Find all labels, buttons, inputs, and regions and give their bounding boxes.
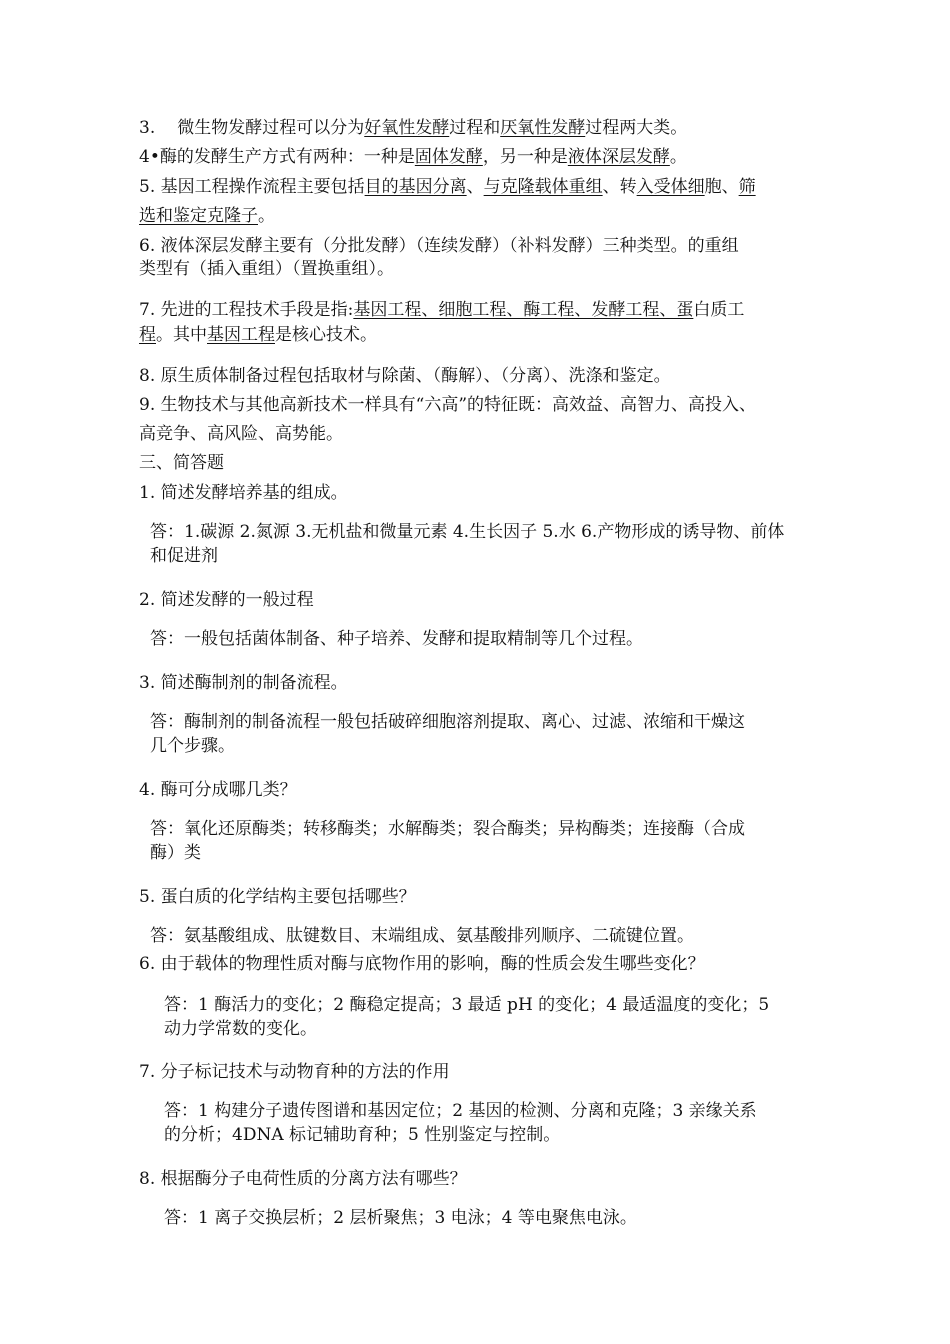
- answer-blank: 入受体细: [636, 177, 705, 197]
- qa-question-4: 4. 酶可分成哪几类？: [139, 780, 297, 800]
- qa-answer-6-line1: 答：1 酶活力的变化；2 酶稳定提高；3 最适 pH 的变化；4 最适温度的变化；5: [164, 995, 770, 1015]
- text: 5. 基因工程操作流程主要包括: [139, 177, 365, 197]
- fill-item-3: [139, 117, 687, 139]
- answer-blank: 目的基因分离: [364, 177, 467, 197]
- qa-question-8: 8. 根据酶分子电荷性质的分离方法有哪些？: [139, 1169, 467, 1189]
- qa-question-7: 7. 分子标记技术与动物育种的方法的作用: [139, 1062, 450, 1082]
- qa-answer-1-line2: 和促进剂: [150, 546, 218, 566]
- fill-item-9-line2: 高竞争、高风险、高势能。: [139, 424, 343, 444]
- text: 过程两大类。: [585, 118, 688, 138]
- answer-blank: 厌氧性发酵: [500, 118, 586, 138]
- text: 。: [258, 206, 275, 226]
- text: 。: [669, 147, 687, 167]
- qa-question-2: 2. 简述发酵的一般过程: [139, 590, 314, 610]
- text: 7. 先进的工程技术手段是指:: [139, 300, 354, 320]
- answer-blank: 程: [139, 325, 156, 345]
- text: 过程和: [449, 118, 501, 138]
- answer-blank: 与克隆载体重组: [483, 177, 603, 197]
- fill-item-4: [139, 146, 687, 168]
- fill-item-9-line1: 9. 生物技术与其他高新技术一样具有“六高”的特征既：高效益、高智力、高投入、: [139, 395, 757, 415]
- text: 、: [466, 177, 484, 197]
- answer-blank: 液体深层发酵: [567, 147, 670, 167]
- qa-answer-5: 答：氨基酸组成、肽键数目、末端组成、氨基酸排列顺序、二硫键位置。: [150, 926, 694, 946]
- qa-answer-3-line1: 答：酶制剂的制备流程一般包括破碎细胞溶剂提取、离心、过滤、浓缩和干燥这: [150, 712, 745, 732]
- text: 胞、: [704, 177, 739, 197]
- qa-question-1: 1. 简述发酵培养基的组成。: [139, 483, 348, 503]
- qa-answer-8: 答：1 离子交换层析；2 层析聚焦；3 电泳；4 等电聚焦电泳。: [164, 1208, 637, 1228]
- qa-answer-4-line1: 答：氧化还原酶类；转移酶类；水解酶类；裂合酶类；异构酶类；连接酶（合成: [150, 819, 745, 839]
- section-heading: 三、简答题: [139, 453, 224, 473]
- qa-answer-2: 答：一般包括菌体制备、种子培养、发酵和提取精制等几个过程。: [150, 629, 643, 649]
- text: 4•酶的发酵生产方式有两种：一种是: [139, 147, 415, 167]
- text: 、转: [602, 177, 637, 197]
- answer-blank: 筛: [738, 177, 756, 197]
- answer-blank: 选和鉴定克隆子: [139, 206, 258, 226]
- fill-item-7-line1: [139, 299, 744, 321]
- qa-answer-7-line1: 答：1 构建分子遗传图谱和基因定位；2 基因的检测、分离和克隆；3 亲缘关系: [164, 1101, 757, 1121]
- fill-item-5-line1: [139, 176, 756, 198]
- qa-answer-3-line2: 几个步骤。: [150, 736, 235, 756]
- qa-answer-7-line2: 的分析；4DNA 标记辅助育种；5 性别鉴定与控制。: [164, 1125, 561, 1145]
- qa-question-3: 3. 简述酶制剂的制备流程。: [139, 673, 348, 693]
- text: 微生物发酵过程可以分为: [177, 118, 365, 138]
- fill-item-5-line2: [139, 205, 275, 227]
- fill-item-7-line2: [139, 324, 377, 346]
- item-number: 3.: [139, 118, 156, 138]
- qa-answer-4-line2: 酶）类: [150, 843, 201, 863]
- text: 是核心技术。: [275, 325, 377, 345]
- answer-blank: 好氧性发酵: [364, 118, 450, 138]
- text: ，另一种是: [482, 147, 568, 167]
- fill-item-6-line1: 6. 液体深层发酵主要有（分批发酵）（连续发酵）（补料发酵）三种类型。的重组: [139, 236, 739, 256]
- text: 白质工: [693, 300, 745, 320]
- qa-answer-6-line2: 动力学常数的变化。: [164, 1019, 317, 1039]
- answer-blank: 固体发酵: [414, 147, 483, 167]
- qa-question-6: 6. 由于载体的物理性质对酶与底物作用的影响，酶的性质会发生哪些变化？: [139, 954, 705, 974]
- qa-question-5: 5. 蛋白质的化学结构主要包括哪些？: [139, 887, 416, 907]
- answer-blank: 基因工程: [207, 325, 275, 345]
- text: 。其中: [156, 325, 207, 345]
- qa-answer-1-line1: 答：1.碳源 2.氮源 3.无机盐和微量元素 4.生长因子 5.水 6.产物形成的诱导物、前体: [150, 522, 785, 542]
- answer-blank: 基因工程、细胞工程、酶工程、发酵工程、蛋: [353, 300, 694, 320]
- fill-item-6-line2: 类型有（插入重组）（置换重组）。: [139, 259, 394, 279]
- fill-item-8: 8. 原生质体制备过程包括取材与除菌、（酶解）、（分离）、洗涤和鉴定。: [139, 366, 671, 386]
